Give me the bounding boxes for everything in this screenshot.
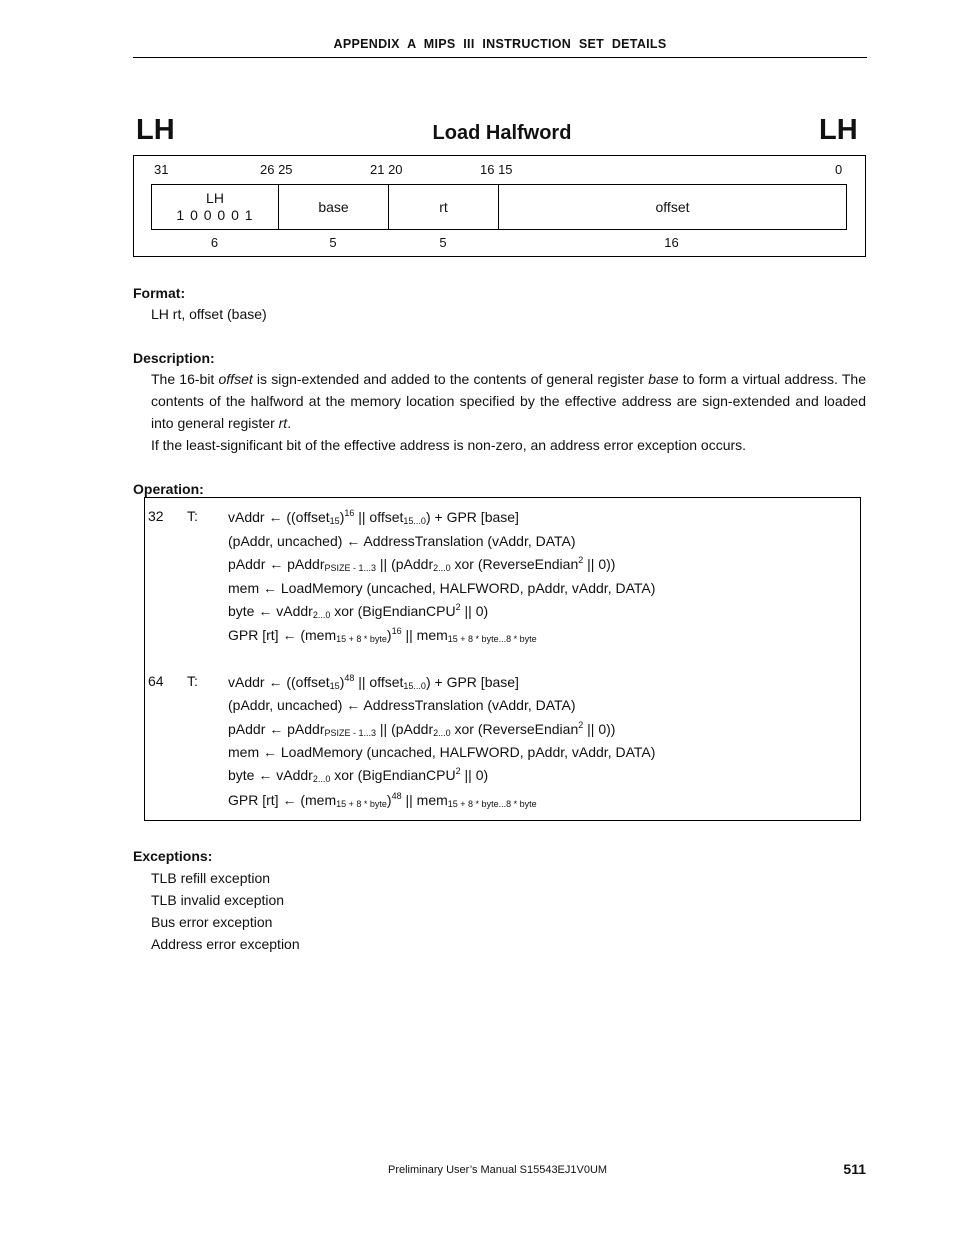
bit-position: 26 25	[260, 162, 293, 177]
operation-line: pAddr ← pAddr$_{PSIZE - 1...3}$ || (pAddr$_{2...0}$ xor (ReverseEndian$^2$ || 0))	[228, 555, 616, 573]
mnemonic-right: LH	[819, 114, 858, 146]
field-encoding: 1 0 0 0 0 1	[176, 207, 254, 223]
exception-item: TLB invalid exception	[151, 892, 285, 908]
field-rt	[389, 185, 499, 229]
field-opcode	[152, 185, 279, 229]
header-rule	[133, 57, 867, 58]
exception-item: Bus error exception	[151, 914, 273, 930]
field-width: 6	[210, 235, 219, 250]
description-body	[151, 368, 866, 456]
running-header: APPENDIX A MIPS III INSTRUCTION SET DETAILS	[333, 37, 667, 51]
field-base	[279, 185, 389, 229]
bit-position: 31	[154, 162, 169, 177]
instruction-fields	[151, 184, 847, 230]
operation-line: pAddr ← pAddr$_{PSIZE - 1...3}$ || (pAddr$_{2...0}$ xor (ReverseEndian$^2$ || 0))	[228, 720, 616, 738]
exception-item: Address error exception	[151, 936, 300, 952]
bit-position: 0	[835, 162, 843, 177]
operation-width-label: 32	[148, 508, 164, 524]
operation-line: vAddr ← ((offset$_{15}$)$^{16}$ || offset$_{15...0}$) + GPR [base]	[228, 508, 519, 526]
operation-line: mem ← LoadMemory (uncached, HALFWORD, pAddr, vAddr, DATA)	[228, 580, 656, 596]
field-width: 5	[329, 235, 337, 250]
description-paragraph: If the least-significant bit of the effective address is non-zero, an address error exception occurs.	[151, 437, 747, 453]
mnemonic-left: LH	[136, 114, 175, 146]
description-heading: Description:	[133, 350, 215, 366]
field-offset	[499, 185, 846, 229]
format-syntax: LH rt, offset (base)	[151, 306, 267, 322]
operation-line: byte ← vAddr$_{2...0}$ xor (BigEndianCPU$^2$ || 0)	[228, 602, 489, 620]
operation-line: mem ← LoadMemory (uncached, HALFWORD, pAddr, vAddr, DATA)	[228, 744, 656, 760]
operation-line: (pAddr, uncached) ← AddressTranslation (vAddr, DATA)	[228, 697, 576, 713]
field-label: LH	[206, 190, 224, 206]
operation-line: vAddr ← ((offset$_{15}$)$^{48}$ || offset$_{15...0}$) + GPR [base]	[228, 673, 519, 691]
footer-manual-title: Preliminary User’s Manual S15543EJ1V0UM	[388, 1164, 608, 1176]
field-width: 5	[439, 235, 447, 250]
exception-item: TLB refill exception	[151, 870, 271, 886]
description-paragraph: The 16-bit offset is sign-extended and added to the contents of general register base to form a virtual address. The contents of the halfword at the memory location specified by the effective address are sign-extended and loaded into general register rt.	[151, 371, 866, 431]
field-label: offset	[655, 198, 690, 215]
field-width: 16	[664, 235, 679, 250]
operation-time-label: T:	[187, 673, 198, 689]
operation-line: byte ← vAddr$_{2...0}$ xor (BigEndianCPU$^2$ || 0)	[228, 766, 489, 784]
exceptions-heading: Exceptions:	[133, 848, 213, 864]
field-label: rt	[439, 198, 448, 215]
field-label: base	[318, 198, 349, 215]
operation-time-label: T:	[187, 508, 198, 524]
operation-line: GPR [rt] ← $(mem_{15 + 8 * byte})^{16}$ || mem$_{15 + 8 * byte...8 * byte}$	[228, 626, 537, 644]
operation-heading: Operation:	[133, 481, 204, 497]
operation-line: (pAddr, uncached) ← AddressTranslation (vAddr, DATA)	[228, 533, 576, 549]
operation-width-label: 64	[148, 673, 164, 689]
bit-position: 21 20	[370, 162, 403, 177]
operation-line: GPR [rt] ← $(mem_{15 + 8 * byte})^{48}$ || mem$_{15 + 8 * byte...8 * byte}$	[228, 791, 537, 809]
page-number: 511	[843, 1161, 866, 1177]
instruction-title: Load Halfword	[432, 122, 572, 144]
format-heading: Format:	[133, 285, 186, 301]
bit-position: 16 15	[480, 162, 513, 177]
